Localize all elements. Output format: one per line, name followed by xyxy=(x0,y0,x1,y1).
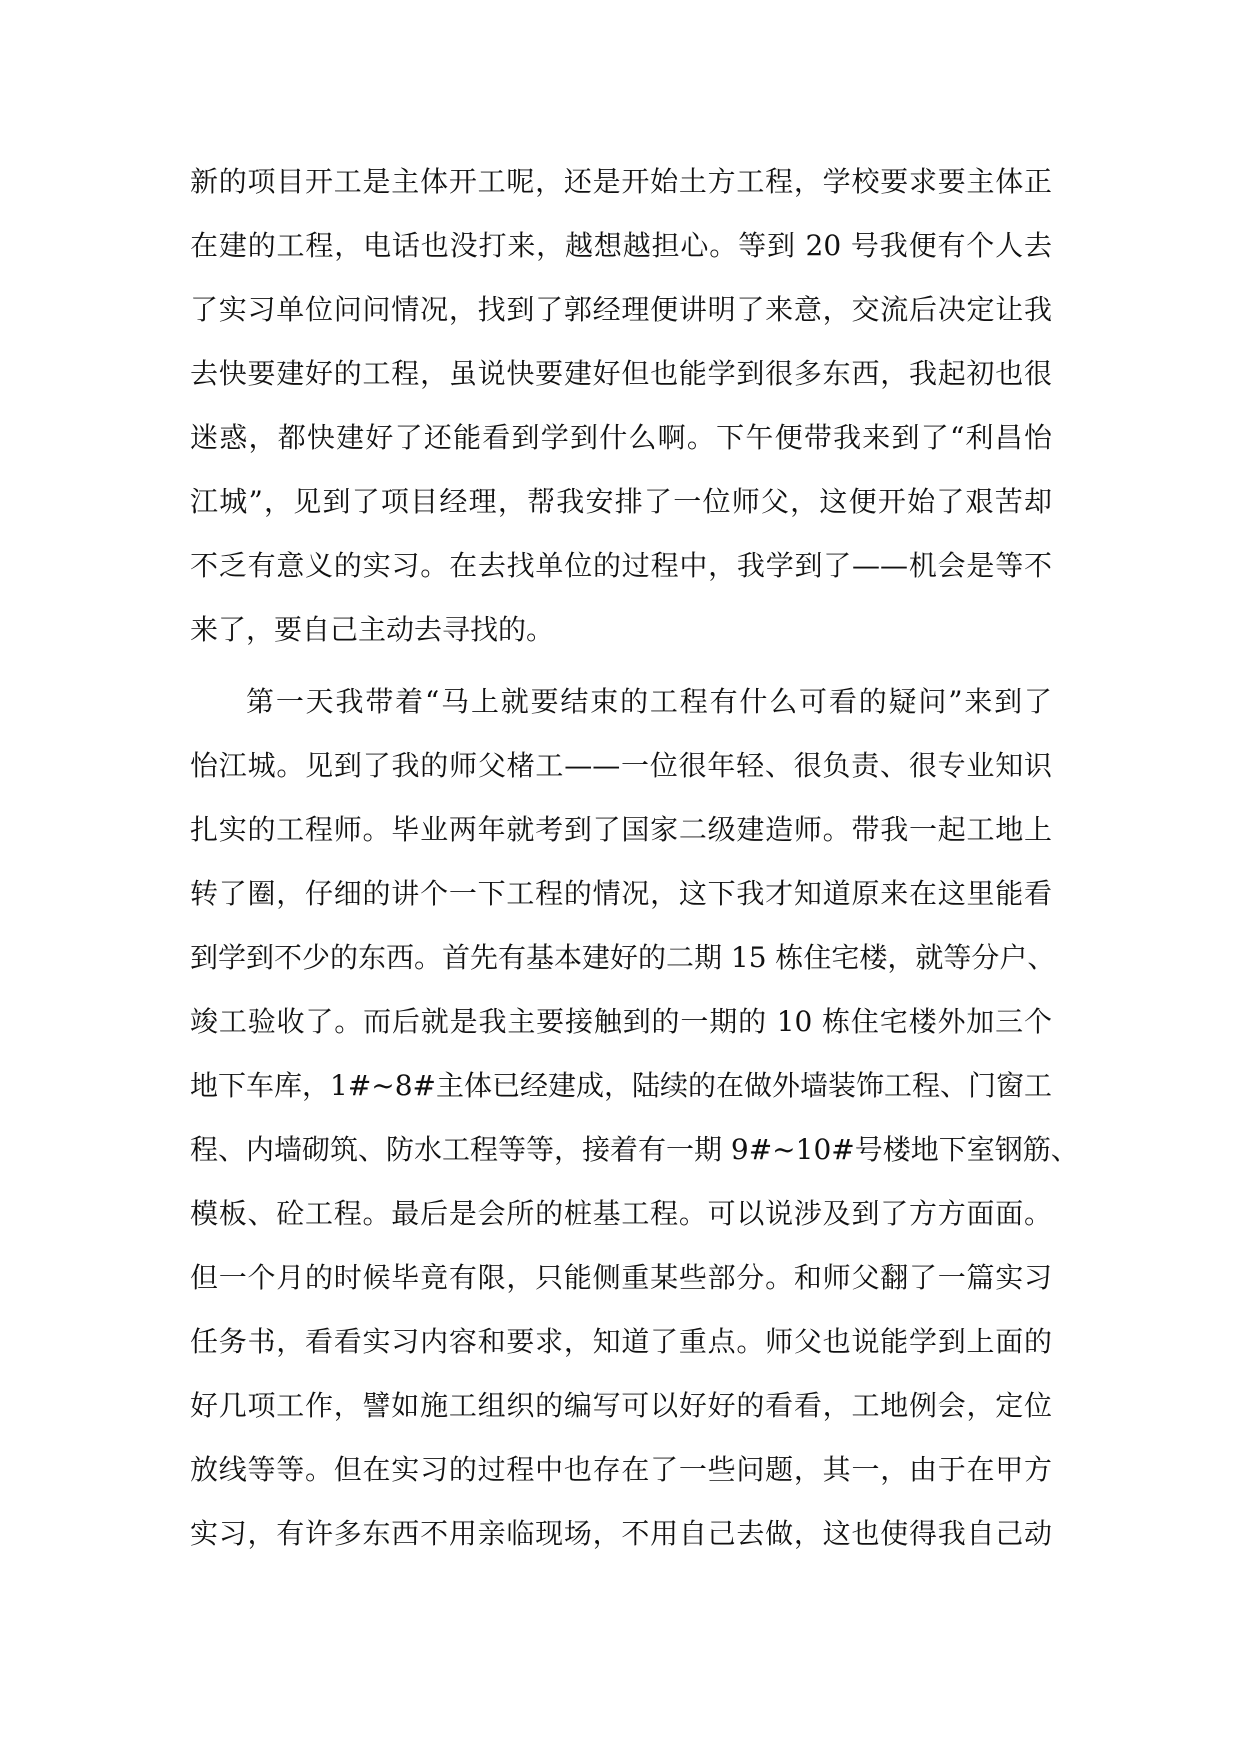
text-line: 新的项目开工是主体开工呢，还是开始土方工程，学校要求要主体正 xyxy=(190,165,1052,198)
text-line: 怡江城。见到了我的师父楮工——一位很年轻、很负责、很专业知识 xyxy=(190,749,1052,782)
text-line: 第一天我带着“马上就要结束的工程有什么可看的疑问”来到了 xyxy=(246,685,1052,718)
text-line: 了实习单位问问情况，找到了郭经理便讲明了来意，交流后决定让我 xyxy=(190,293,1052,326)
paragraph-2 xyxy=(190,670,1079,1566)
document-body xyxy=(190,150,1079,1566)
text-line: 不乏有意义的实习。在去找单位的过程中，我学到了——机会是等不 xyxy=(190,549,1052,582)
text-line: 地下车库，1#~8#主体已经建成，陆续的在做外墙装饰工程、门窗工 xyxy=(190,1069,1053,1102)
text-line: 在建的工程，电话也没打来，越想越担心。等到 20 号我便有个人去 xyxy=(190,229,1052,262)
text-line: 到学到不少的东西。首先有基本建好的二期 15 栋住宅楼，就等分户、 xyxy=(190,941,1056,974)
paragraph-gap xyxy=(190,662,1052,670)
text-line: 转了圈，仔细的讲个一下工程的情况，这下我才知道原来在这里能看 xyxy=(190,877,1052,910)
text-line: 好几项工作，譬如施工组织的编写可以好好的看看，工地例会，定位 xyxy=(190,1389,1052,1422)
text-line: 江城”，见到了项目经理，帮我安排了一位师父，这便开始了艰苦却 xyxy=(190,485,1052,518)
text-line: 去快要建好的工程，虽说快要建好但也能学到很多东西，我起初也很 xyxy=(190,357,1052,390)
text-line: 竣工验收了。而后就是我主要接触到的一期的 10 栋住宅楼外加三个 xyxy=(190,1005,1052,1038)
text-line: 扎实的工程师。毕业两年就考到了国家二级建造师。带我一起工地上 xyxy=(190,813,1052,846)
text-line: 实习，有许多东西不用亲临现场，不用自己去做，这也使得我自己动 xyxy=(190,1517,1052,1550)
text-line: 程、内墙砌筑、防水工程等等，接着有一期 9#~10#号楼地下室钢筋、 xyxy=(190,1133,1079,1166)
text-line: 但一个月的时候毕竟有限，只能侧重某些部分。和师父翻了一篇实习 xyxy=(190,1261,1052,1294)
text-line: 来了，要自己主动去寻找的。 xyxy=(190,613,555,646)
text-line: 模板、砼工程。最后是会所的桩基工程。可以说涉及到了方方面面。 xyxy=(190,1197,1052,1230)
paragraph-1 xyxy=(190,150,1052,662)
text-line: 迷惑，都快建好了还能看到学到什么啊。下午便带我来到了“利昌怡 xyxy=(190,421,1052,454)
text-line: 放线等等。但在实习的过程中也存在了一些问题，其一，由于在甲方 xyxy=(190,1453,1052,1486)
text-line: 任务书，看看实习内容和要求，知道了重点。师父也说能学到上面的 xyxy=(190,1325,1052,1358)
